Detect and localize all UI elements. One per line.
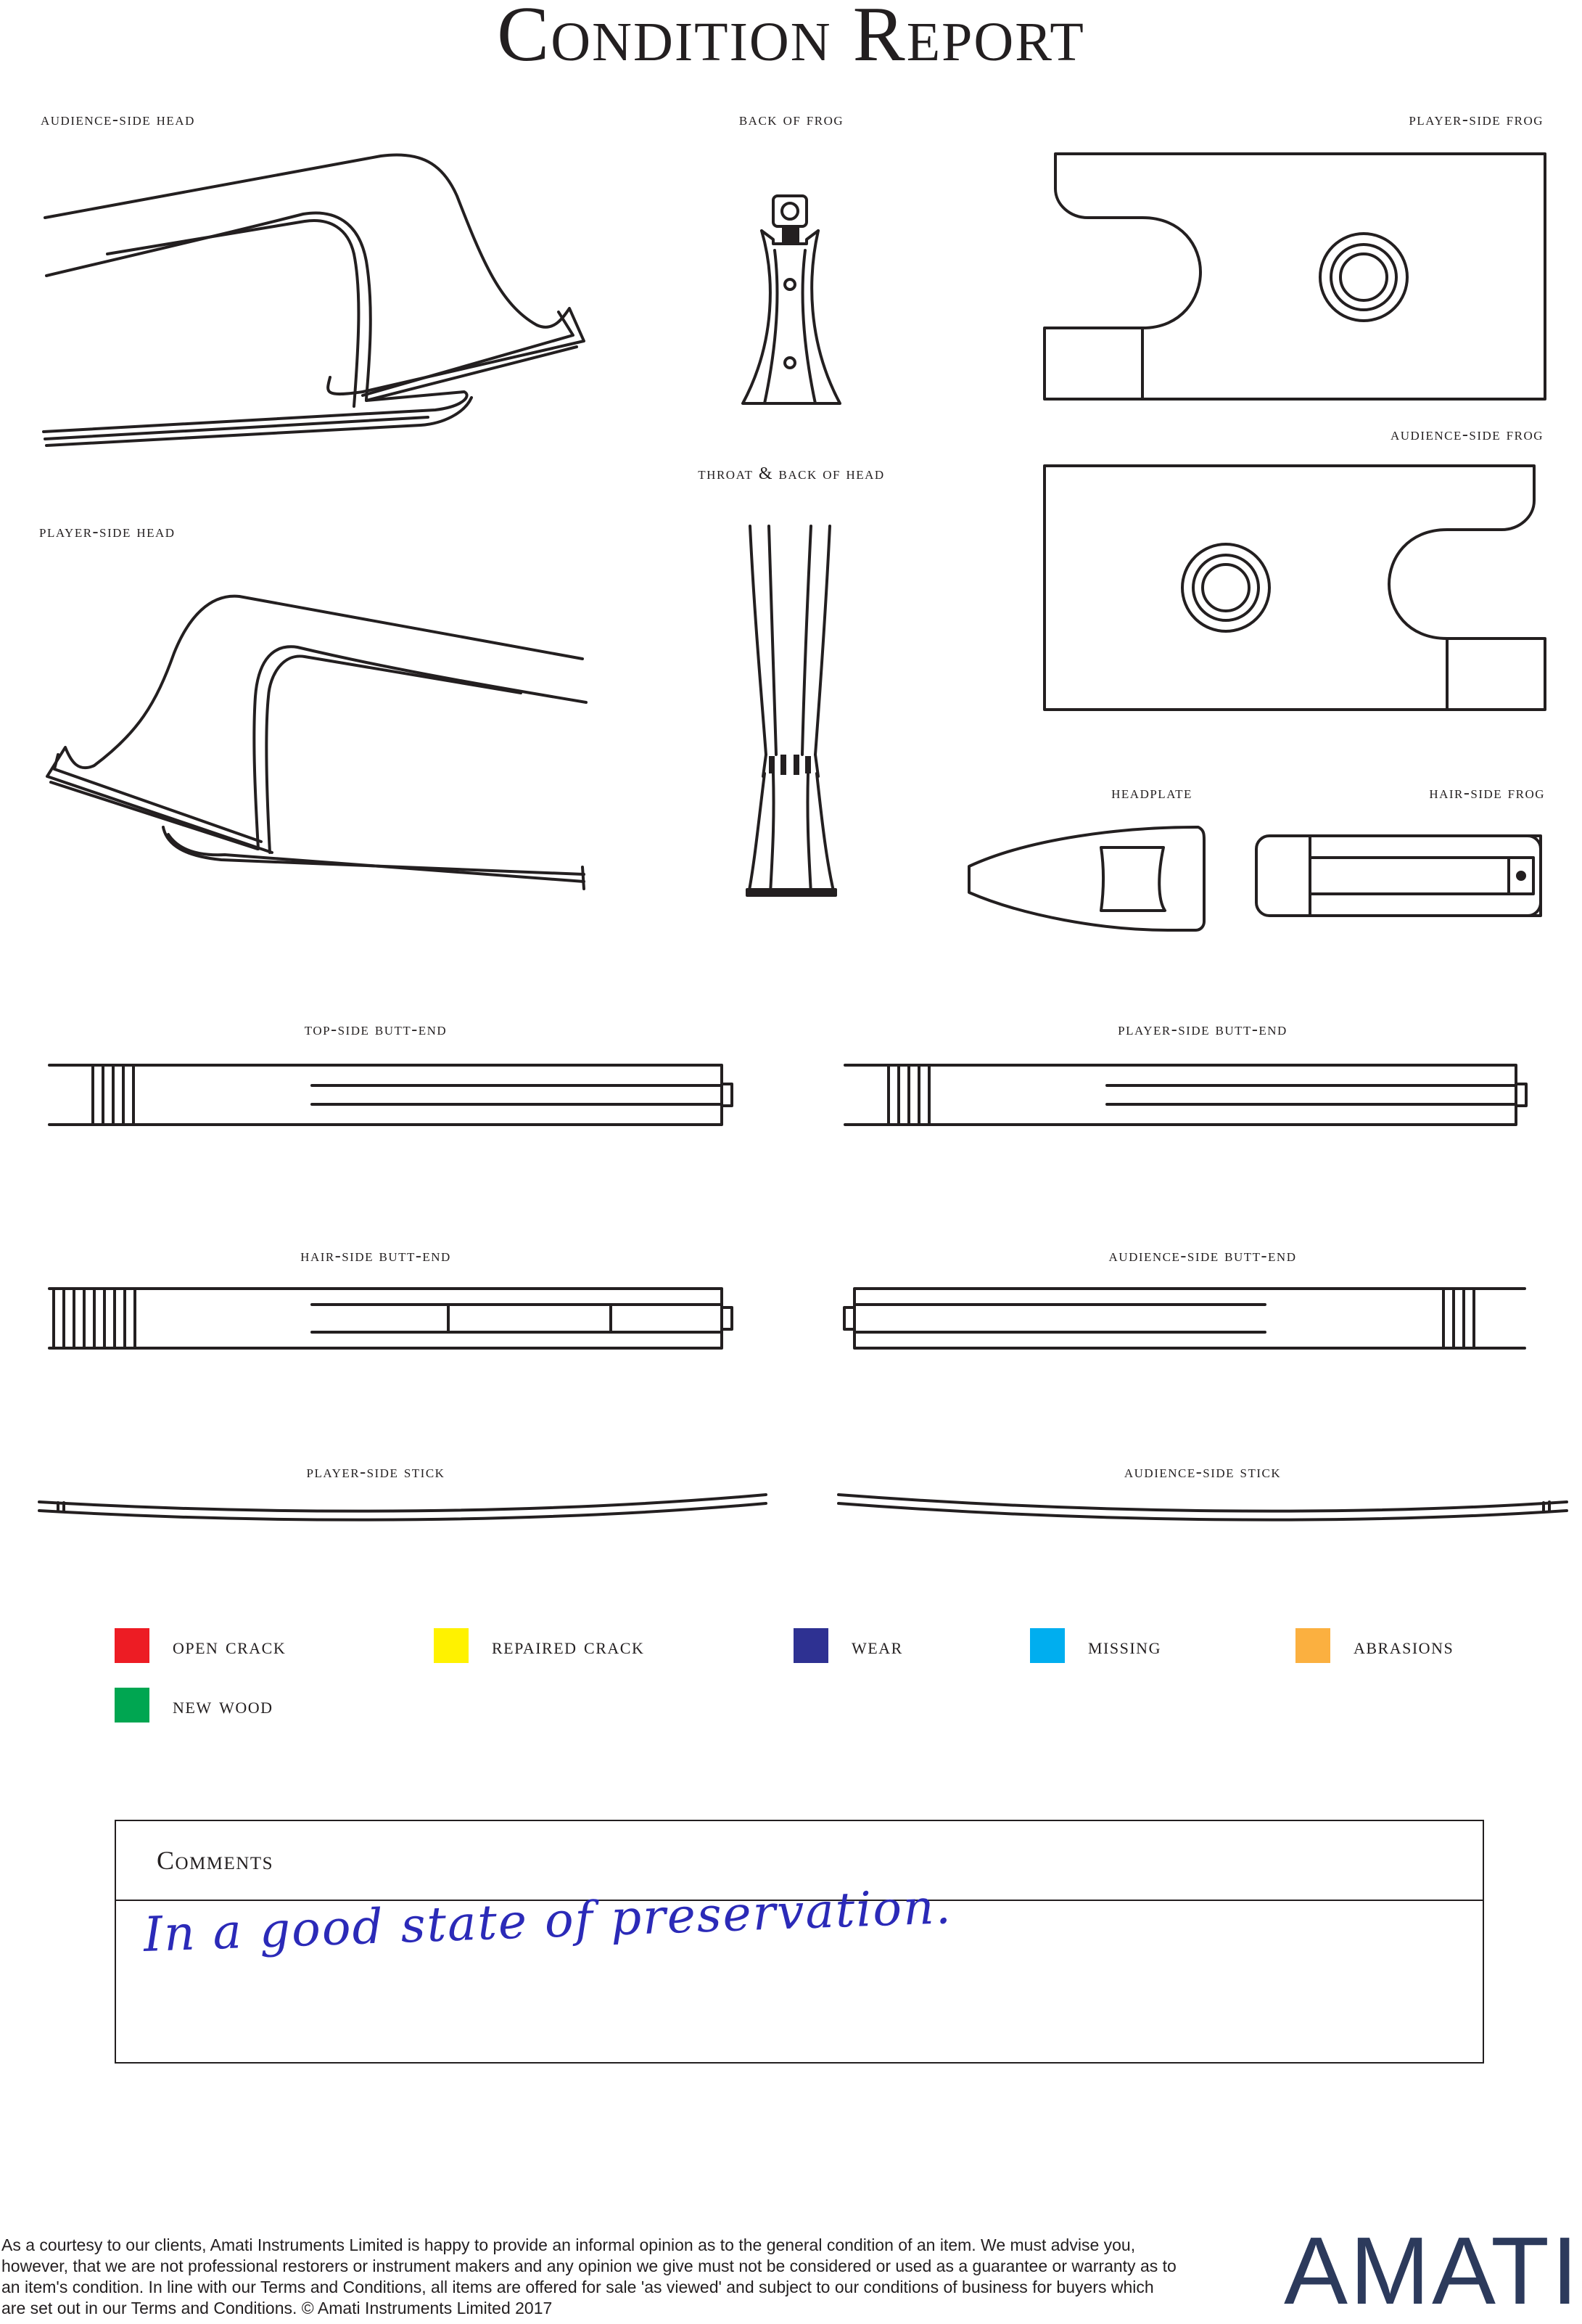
brand-logo: AMATI: [1284, 2217, 1581, 2324]
comments-handwritten-text: In a good state of preservation.: [142, 1879, 953, 1963]
audience-side-head-drawing: [44, 155, 584, 445]
label-player-side-frog: player-side frog: [1409, 110, 1544, 129]
hair-side-butt-end-drawing: [49, 1289, 732, 1348]
comments-box: [115, 1820, 1484, 2064]
player-side-butt-end-drawing: [845, 1065, 1526, 1125]
label-headplate: headplate: [1111, 784, 1192, 802]
legend-label: wear: [852, 1632, 903, 1659]
legend-abrasions: [1295, 1628, 1454, 1663]
legend-label: new wood: [173, 1691, 273, 1718]
label-back-of-frog: back of frog: [738, 110, 844, 129]
headplate-drawing: [969, 827, 1204, 930]
legend-swatch-navy: [794, 1628, 828, 1663]
legend-swatch-cyan: [1030, 1628, 1065, 1663]
legend-swatch-orange: [1295, 1628, 1330, 1663]
hair-side-frog-drawing: [1256, 836, 1541, 916]
legend-swatch-green: [115, 1688, 149, 1723]
player-side-head-drawing: [47, 596, 586, 889]
label-player-side-stick: player-side stick: [306, 1463, 445, 1482]
comments-heading: Comments: [116, 1821, 1483, 1901]
audience-side-frog-drawing: [1045, 466, 1545, 710]
page-title: Condition Report: [497, 0, 1085, 78]
legend-missing: [1030, 1628, 1161, 1663]
player-side-frog-drawing: [1045, 154, 1545, 399]
player-side-stick-drawing: [39, 1495, 766, 1520]
top-side-butt-end-drawing: [49, 1065, 732, 1125]
legend-swatch-yellow: [434, 1628, 469, 1663]
audience-side-stick-drawing: [839, 1495, 1567, 1520]
legend-swatch-red: [115, 1628, 149, 1663]
label-player-side-head: player-side head: [39, 522, 176, 541]
disclaimer-text: As a courtesy to our clients, Amati Instruments Limited is happy to provide an informal opinion as to the general condition of an item. We must advise you, however, that we are not professional restorers or instrument makers and any opinion we give must not be considered or used as a guarantee or warranty as to an item's condition. In line with our Terms and Conditions, all items are offered for sale 'as viewed' and subject to our conditions of business for buyers which are set out in our Terms and Conditions. © Amati Instruments Limited 2017: [1, 2235, 1177, 2317]
legend-label: open crack: [173, 1632, 287, 1659]
label-audience-side-frog: audience-side frog: [1391, 425, 1544, 444]
back-of-frog-drawing: [743, 196, 840, 403]
label-audience-side-head: audience-side head: [41, 110, 195, 129]
audience-side-butt-end-drawing: [844, 1289, 1525, 1348]
legend-new-wood: [115, 1688, 273, 1723]
legend-repaired-crack: [434, 1628, 644, 1663]
legend-label: abrasions: [1354, 1632, 1454, 1659]
throat-drawing: [747, 526, 836, 895]
label-audience-side-butt-end: audience-side butt-end: [1108, 1247, 1297, 1265]
legend-open-crack: [115, 1628, 286, 1663]
legend-label: repaired crack: [492, 1632, 645, 1659]
label-top-side-butt-end: top-side butt-end: [304, 1020, 448, 1039]
label-throat-back-of-head: throat & back of head: [698, 464, 885, 483]
legend-label: missing: [1088, 1632, 1161, 1659]
label-player-side-butt-end: player-side butt-end: [1118, 1020, 1288, 1039]
legend-wear: [794, 1628, 903, 1663]
label-audience-side-stick: audience-side stick: [1124, 1463, 1282, 1482]
label-hair-side-frog: hair-side frog: [1429, 784, 1545, 802]
label-hair-side-butt-end: hair-side butt-end: [300, 1247, 451, 1265]
